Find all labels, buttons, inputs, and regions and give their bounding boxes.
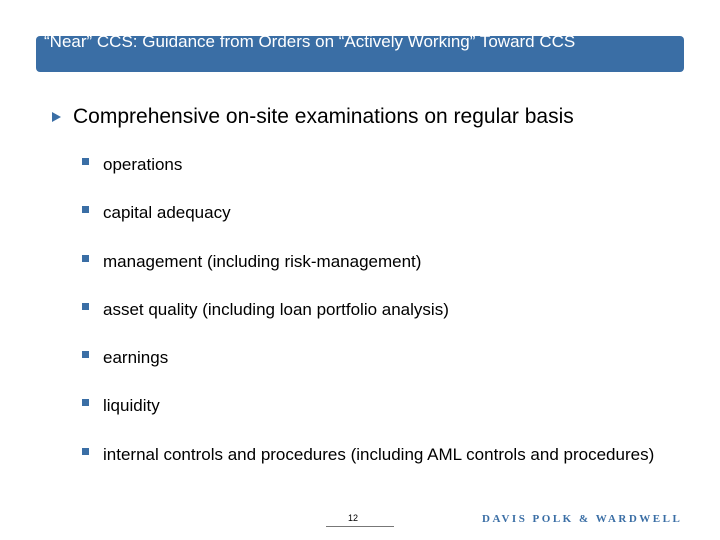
triangle-right-icon [52,112,61,122]
list-item [82,347,682,395]
sub-bullet-text: liquidity [103,396,160,416]
list-item [82,251,682,299]
square-bullet-icon [82,206,89,213]
list-item [82,395,682,443]
sub-bullet-text: internal controls and procedures (including AML controls and procedures) [103,444,655,464]
page-number: 12 [348,513,359,523]
square-bullet-icon [82,448,89,455]
square-bullet-icon [82,303,89,310]
footer-divider [326,526,394,527]
firm-logo: DAVIS POLK & WARDWELL [482,513,683,525]
list-item [82,154,682,202]
main-bullet [52,105,692,129]
square-bullet-icon [82,351,89,358]
list-item [82,299,682,347]
main-bullet-text: Comprehensive on-site examinations on regular basis [73,105,574,128]
list-item [82,202,682,250]
sub-bullet-text: earnings [103,348,169,368]
sub-bullet-text: capital adequacy [103,203,231,223]
square-bullet-icon [82,255,89,262]
sub-bullet-text: operations [103,155,183,174]
square-bullet-icon [82,158,89,165]
title-bar [36,36,684,72]
sub-bullet-list [82,154,682,492]
sub-bullet-text: asset quality (including loan portfolio analysis) [103,299,449,319]
list-item [82,444,682,492]
sub-bullet-text: management (including risk-management) [103,251,422,271]
slide-title: “Near” CCS: Guidance from Orders on “Actively Working” Toward CCS [44,36,576,51]
square-bullet-icon [82,399,89,406]
